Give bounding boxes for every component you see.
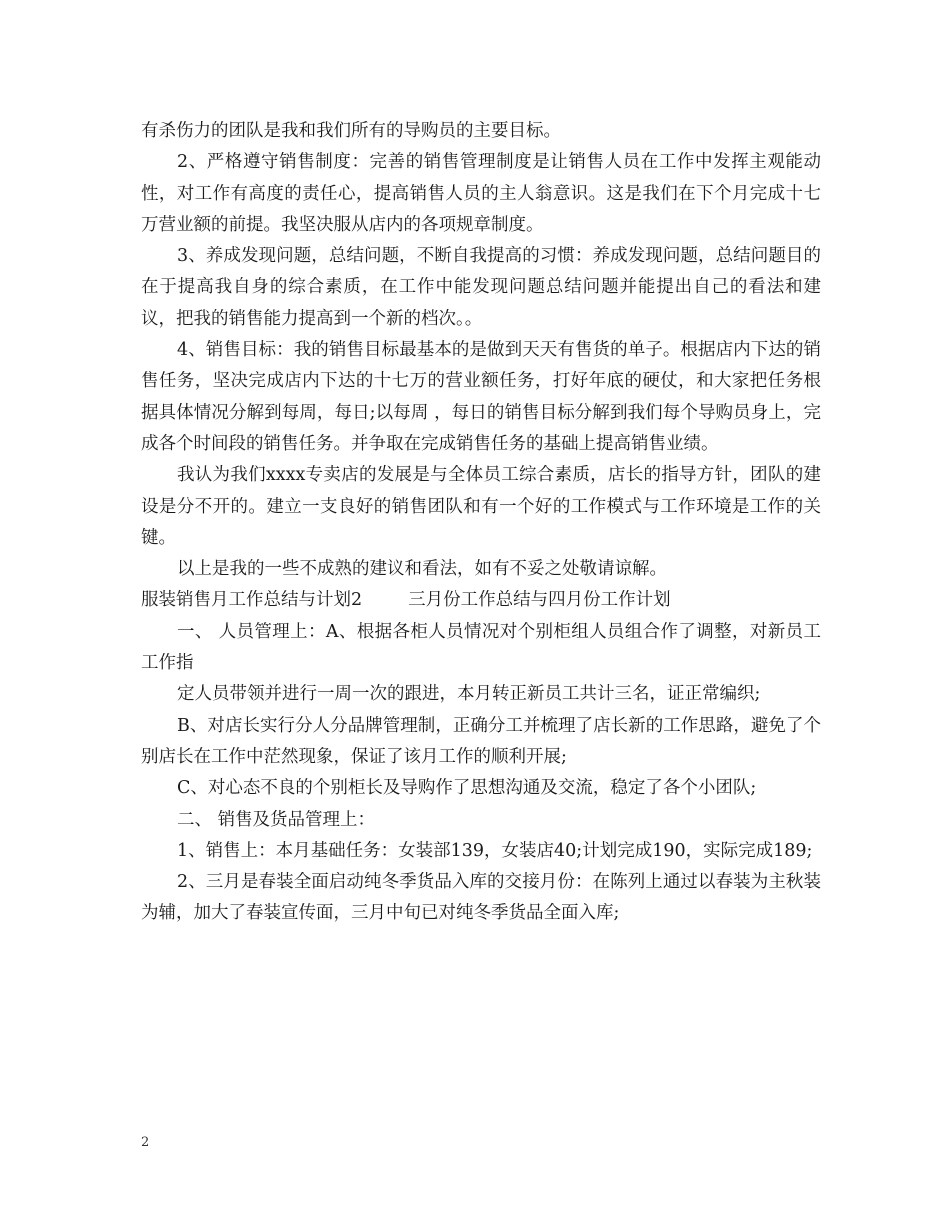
paragraph: 3、养成发现问题，总结问题，不断自我提高的习惯：养成发现问题，总结问题目的在于提高我自身的综合素质，在工作中能发现问题总结问题并能提出自己的看法和建议，把我的销售能力提高到一个新的档次。。 (141, 246, 821, 329)
document-body (141, 116, 821, 930)
paragraph: C、对心态不良的个别柜长及导购作了思想沟通及交流，稳定了各个小团队; (177, 778, 757, 799)
paragraph: 2、三月是春装全面启动纯冬季货品入库的交接月份：在陈列上通过以春装为主秋装为辅，加大了春装宣传面，三月中旬已对纯冬季货品全面入库; (141, 872, 821, 924)
section-heading (141, 585, 821, 616)
paragraph: 有杀伤力的团队是我和我们所有的导购员的主要目标。 (141, 121, 561, 141)
paragraph: 二、 销售及货品管理上： (177, 809, 376, 830)
paragraph: B、对店长实行分人分品牌管理制，正确分工并梳理了店长新的工作思路，避免了个别店长在工作中茫然现象，保证了该月工作的顺利开展; (141, 715, 821, 767)
paragraph: 一、 人员管理上：A、根据各柜人员情况对个别柜组人员组合作了调整，对新员工工作指 (141, 621, 821, 674)
document-title: 服装销售月工作总结与计划2 (141, 590, 363, 611)
paragraph: 4、销售目标：我的销售目标最基本的是做到天天有售货的单子。根据店内下达的销售任务，坚决完成店内下达的十七万的营业额任务，打好年底的硬仗，和大家把任务根据具体情况分解到每周，每日;以每周 ，每日的销售目标分解到我们每个导购员身上，完成各个时间段的销售任务。并争取在完成销售任务的基础上提高销售业绩。 (141, 340, 821, 454)
section-subtitle: 三月份工作总结与四月份工作计划 (408, 590, 671, 611)
paragraph: 以上是我的一些不成熟的建议和看法，如有不妥之处敬请谅解。 (177, 559, 667, 580)
paragraph: 2、严格遵守销售制度：完善的销售管理制度是让销售人员在工作中发挥主观能动性，对工作有高度的责任心，提高销售人员的主人翁意识。这是我们在下个月完成十七万营业额的前提。我坚决服从店内的各项规章制度。 (141, 152, 821, 235)
paragraph: 定人员带领并进行一周一次的跟进，本月转正新员工共计三名，证正常编织; (177, 684, 761, 705)
page-number: 2 (141, 1135, 150, 1150)
paragraph: 1、销售上：本月基础任务：女装部139，女装店40;计划完成190，实际完成189; (177, 840, 813, 861)
paragraph: 我认为我们xxxx专卖店的发展是与全体员工综合素质，店长的指导方针，团队的建设是分不开的。建立一支良好的销售团队和有一个好的工作模式与工作环境是工作的关键。 (141, 465, 821, 548)
